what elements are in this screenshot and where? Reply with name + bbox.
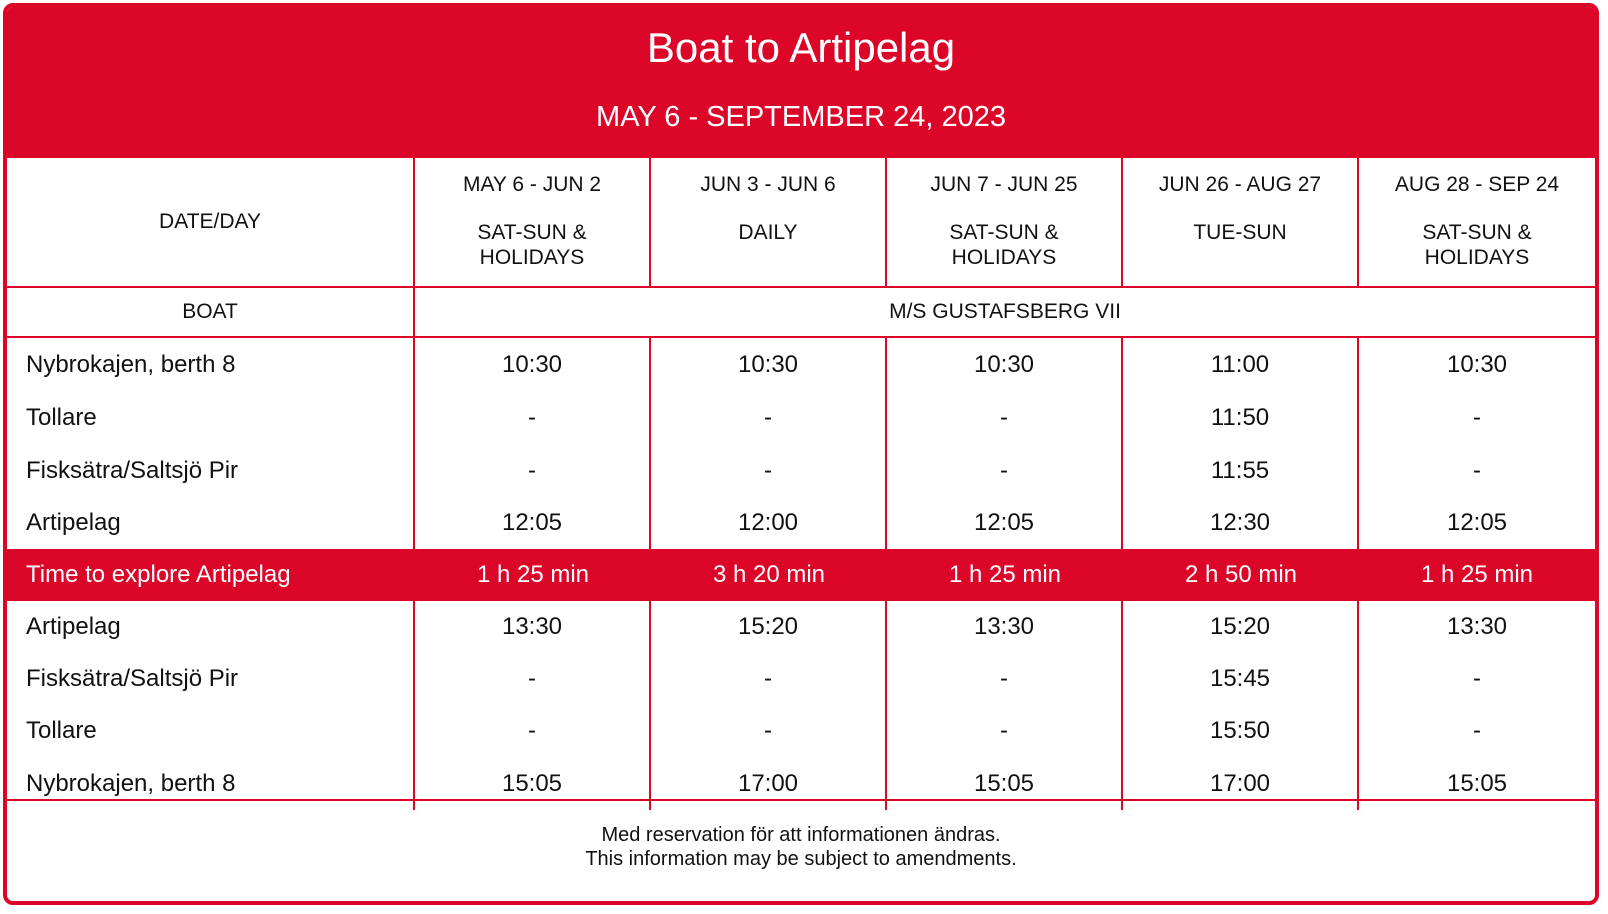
period-days: TUE-SUN: [1193, 221, 1287, 244]
period-header: [651, 158, 887, 288]
explore-duration: 1 h 25 min: [1359, 549, 1595, 601]
departure-time: 11:55: [1123, 444, 1359, 497]
departure-time: 12:00: [651, 497, 887, 549]
stop-name: Tollare: [7, 705, 415, 757]
departure-time: 15:05: [1446, 769, 1508, 797]
boat-label: BOAT: [7, 288, 415, 338]
departure-time: -: [1473, 665, 1481, 692]
departure-time: -: [415, 444, 651, 497]
departure-time: -: [887, 444, 1123, 497]
departure-time: -: [651, 705, 887, 757]
departure-time: -: [415, 705, 651, 757]
explore-duration: 2 h 50 min: [1123, 549, 1359, 601]
departure-time: -: [415, 391, 651, 444]
period-header: [1123, 158, 1359, 288]
period-days: SAT-SUN & HOLIDAYS: [1422, 221, 1532, 269]
stop-name: Artipelag: [7, 601, 415, 653]
departure-time: 12:30: [1123, 497, 1359, 549]
period-header: [1359, 158, 1595, 288]
explore-label: Time to explore Artipelag: [7, 549, 415, 601]
departure-time: -: [1473, 456, 1481, 484]
timetable-grid: [7, 158, 1595, 810]
departure-time: 15:20: [1123, 601, 1359, 653]
departure-time: 13:30: [1446, 613, 1508, 640]
departure-time: -: [887, 391, 1123, 444]
stop-name: Nybrokajen, berth 8: [7, 338, 415, 391]
departure-time: 13:30: [887, 601, 1123, 653]
departure-time: 12:05: [1446, 509, 1508, 536]
period-header: [887, 158, 1123, 288]
stop-name: Tollare: [7, 391, 415, 444]
departure-time: 15:05: [415, 757, 651, 810]
stop-name: Artipelag: [7, 497, 415, 549]
boat-name: M/S GUSTAFSBERG VII: [415, 288, 1595, 338]
departure-time: -: [651, 444, 887, 497]
disclaimer-swedish: Med reservation för att informationen ändras.: [601, 824, 1001, 846]
explore-duration: 1 h 25 min: [887, 549, 1123, 601]
season-dates: MAY 6 - SEPTEMBER 24, 2023: [596, 101, 1006, 133]
departure-time: 11:50: [1123, 391, 1359, 444]
departure-time: -: [887, 705, 1123, 757]
page-title: Boat to Artipelag: [646, 24, 956, 71]
timetable-header: [7, 7, 1595, 158]
disclaimer-english: This information may be subject to amendments.: [585, 848, 1017, 870]
date-day-label: DATE/DAY: [7, 158, 415, 288]
departure-time: 15:20: [651, 601, 887, 653]
departure-time: -: [415, 653, 651, 705]
departure-time: 15:45: [1123, 653, 1359, 705]
stop-name: Fisksätra/Saltsjö Pir: [7, 653, 415, 705]
period-date-range: JUN 3 - JUN 6: [700, 173, 836, 196]
departure-time: -: [1473, 717, 1481, 744]
departure-time: 10:30: [651, 338, 887, 391]
timetable-card: [3, 3, 1599, 905]
departure-time: -: [651, 653, 887, 705]
disclaimer: [7, 799, 1595, 905]
departure-time: 17:00: [1123, 757, 1359, 810]
departure-time: 15:50: [1123, 705, 1359, 757]
period-days: SAT-SUN & HOLIDAYS: [477, 221, 587, 269]
departure-time: 13:30: [415, 601, 651, 653]
period-date-range: MAY 6 - JUN 2: [462, 173, 602, 196]
period-days: SAT-SUN & HOLIDAYS: [949, 221, 1059, 269]
departure-time: 10:30: [415, 338, 651, 391]
period-date-range: JUN 26 - AUG 27: [1158, 173, 1322, 196]
period-days: DAILY: [738, 221, 798, 244]
departure-time: 12:05: [887, 497, 1123, 549]
stop-name: Nybrokajen, berth 8: [7, 757, 415, 810]
period-header: [415, 158, 651, 288]
departure-time: 10:30: [887, 338, 1123, 391]
departure-time: -: [1473, 403, 1481, 431]
explore-duration: 3 h 20 min: [651, 549, 887, 601]
explore-duration: 1 h 25 min: [415, 549, 651, 601]
departure-time: 15:05: [887, 757, 1123, 810]
departure-time: 12:05: [415, 497, 651, 549]
period-date-range: JUN 7 - JUN 25: [930, 173, 1078, 196]
departure-time: -: [651, 391, 887, 444]
departure-time: 11:00: [1123, 338, 1359, 391]
departure-time: 17:00: [651, 757, 887, 810]
stop-name: Fisksätra/Saltsjö Pir: [7, 444, 415, 497]
departure-time: -: [887, 653, 1123, 705]
departure-time: 10:30: [1446, 350, 1508, 378]
period-date-range: AUG 28 - SEP 24: [1394, 173, 1560, 196]
